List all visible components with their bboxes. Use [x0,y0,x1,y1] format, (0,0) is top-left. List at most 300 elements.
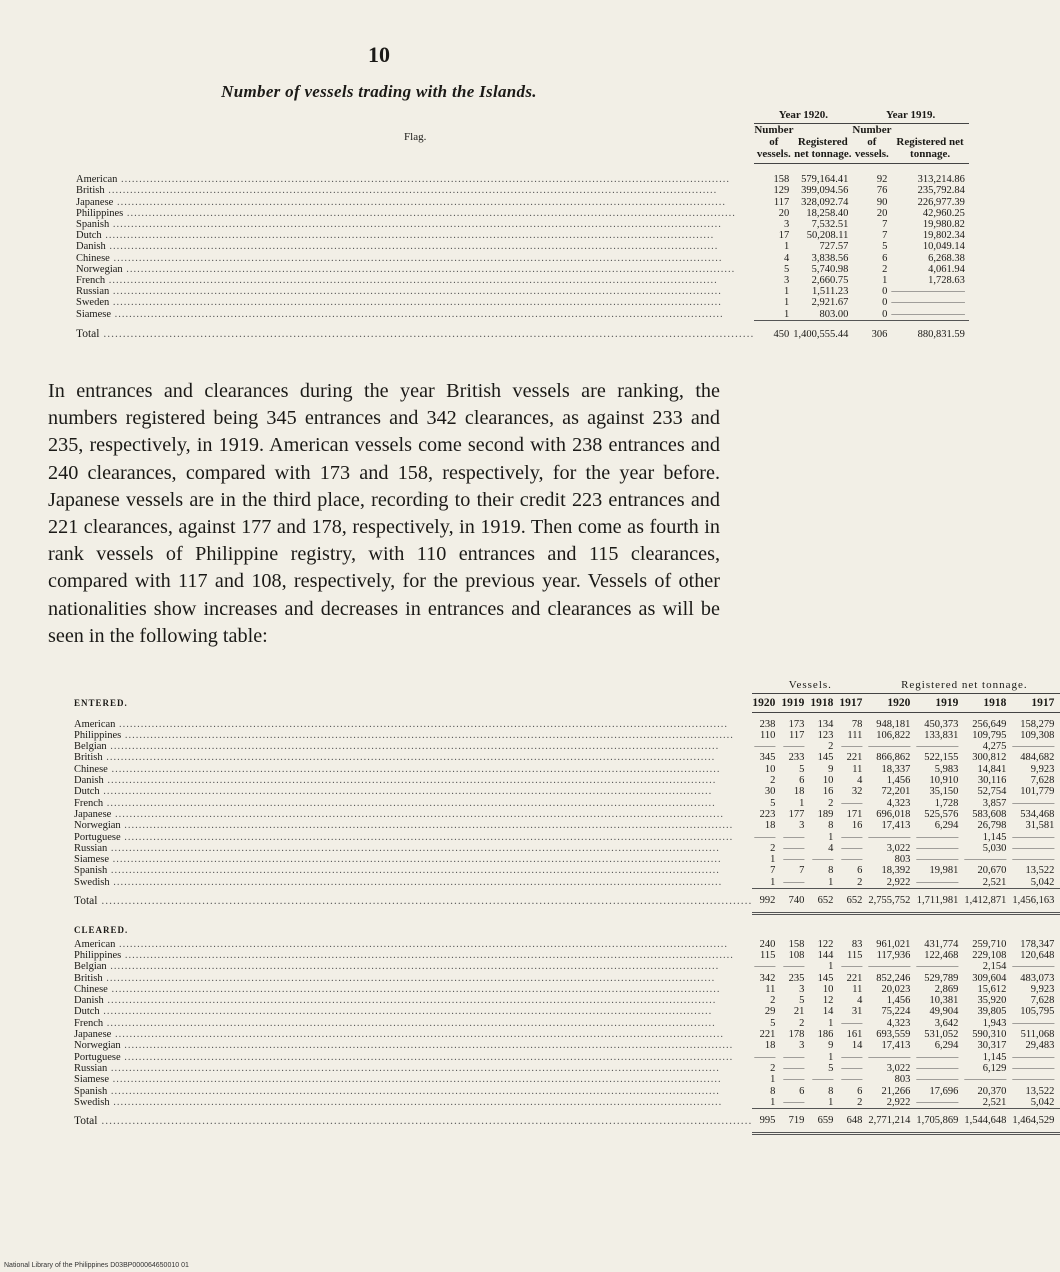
vessel-count: 10 [764,763,776,775]
table-row [76,275,969,286]
vessel-count: 32 [851,786,863,798]
tonnage-value: 5,030 [982,842,1007,854]
vessels-by-flag-table [76,110,969,340]
table-row [74,1052,1060,1063]
vessel-count: 1 [828,1017,834,1029]
vessel-count: 29 [764,1006,776,1018]
tonnage-value: 1,943 [982,1017,1007,1029]
vessel-count: —— [754,831,776,843]
col-header: Number of vessels. [754,124,793,164]
vessel-count: 4 [857,995,863,1007]
vessel-count: 1 [828,876,834,888]
tonnage-value: 21,266 [881,1085,911,1097]
flag-name [76,230,754,241]
tonnage-value: 1,145 [982,1051,1007,1063]
tonnage-value: 52,754 [977,786,1007,798]
tonnage-value: 39,805 [977,1006,1007,1018]
flag-label: Russian ..... [76,286,754,297]
vessel-count: 111 [847,729,863,741]
vessel-count: 1 [799,797,805,809]
tonnage-value: ———— [916,961,959,973]
vessel-count: —— [841,842,863,854]
vessel-count: 145 [817,972,834,984]
cell-value: 5 [784,263,790,275]
vessel-count: 2 [857,876,863,888]
tonnage-value: 1,728 [934,797,959,809]
tonnage-value: 4,323 [886,1017,911,1029]
flag-name [74,1074,752,1085]
vessel-count: 11 [852,983,863,995]
cell-value: 3,838.56 [811,252,849,264]
tonnage-value: 2,154 [982,961,1007,973]
cell-value: 76 [876,185,888,197]
cleared-label: CLEARED. [74,925,129,936]
vessel-count: —— [783,1062,805,1074]
vessel-count: 117 [788,729,805,741]
flag-label: Dutch ..... [76,230,754,241]
cell-value: 1,728.63 [928,275,965,287]
vessel-count: 221 [759,1029,776,1041]
flag-name [76,197,754,208]
tonnage-value: 109,308 [1020,729,1055,741]
tonnage-value: ———— [1012,1062,1055,1074]
total-tonnage: 1,456,163 [1012,889,1060,914]
tonnage-value: ———— [916,831,959,843]
flag-label: Spanish ..... [74,865,752,876]
vessel-count: 18 [764,1040,776,1052]
vessel-count: —— [783,842,805,854]
flag-header: Flag. [404,131,427,143]
footer-credit: National Library of the Philippines D03BP000064650010 01 [4,1262,189,1269]
vessel-count: —— [812,854,834,866]
flag-name [76,309,754,321]
tonnage-value: 9,923 [1030,763,1055,775]
tonnage-value: ———— [964,1074,1007,1086]
cell-value: 7,532.51 [811,219,849,231]
cell-value: 1 [784,286,790,298]
table-row [74,950,1060,961]
vessel-count: 238 [759,718,776,730]
table-row [74,939,1060,950]
table-row [74,1006,1060,1017]
table-row [74,854,1060,865]
vessel-count: 158 [788,938,805,950]
vessel-count: 8 [828,1085,834,1097]
tonnage-value: 511,068 [1020,1029,1055,1041]
cell-value: 4,061.94 [928,263,965,275]
tonnage-value: ———— [868,741,911,753]
tonnage-value: 2,521 [982,1096,1007,1108]
vessel-count: 4 [828,842,834,854]
tonnage-value: 3,022 [886,1062,911,1074]
vessel-count: —— [841,741,863,753]
cell-value: 3 [784,219,790,231]
tonnage-value: 961,021 [876,938,911,950]
vessel-count: —— [841,1017,863,1029]
vessel-count: 1 [770,1096,776,1108]
vessel-count: 2 [770,1062,776,1074]
table-row [76,208,969,219]
tonnage-value: 1,456 [886,995,911,1007]
flag-name [74,843,752,854]
flag-name [74,775,752,786]
flag-label: Swedish ..... [74,877,752,888]
tonnage-value: ———— [1012,741,1055,753]
cell-value: 3 [784,275,790,287]
cell-value: 1,511.23 [812,286,849,298]
flag-name [74,973,752,984]
flag-name [74,854,752,865]
cell-value: 129 [773,185,790,197]
vessel-count: 5 [770,797,776,809]
flag-name [74,1029,752,1040]
tonnage-value: ———— [1012,842,1055,854]
vessel-count: 186 [817,1029,834,1041]
total-vessels: 992 [752,889,781,914]
total-tonnage: 1,412,871 [964,889,1012,914]
flag-name [74,820,752,831]
tonnage-value: ———— [1012,961,1055,973]
table-row [74,1063,1060,1074]
vessel-count: 18 [793,786,805,798]
flag-name [76,264,754,275]
flag-name [74,809,752,820]
table-row [74,809,1060,820]
tonnage-value: 105,795 [1020,1006,1055,1018]
vessel-count: 2 [770,842,776,854]
vessel-count: 1 [770,854,776,866]
tonnage-value: 117,936 [876,949,911,961]
cell-value: 2,921.67 [811,297,849,309]
vessel-count: 2 [799,1017,805,1029]
vessel-count: 3 [799,820,805,832]
tonnage-value: 178,347 [1020,938,1055,950]
tonnage-value: 256,649 [972,718,1007,730]
tonnage-group-header: Registered net tonnage. [868,680,1060,694]
cell-value: 2,660.75 [811,275,849,287]
total-vessels: 652 [810,889,839,914]
table-row [76,185,969,196]
flag-label: French ..... [76,275,754,286]
tonnage-value: 2,521 [982,876,1007,888]
total-label-text: Total ..... [74,896,752,907]
flag-name [76,286,754,297]
flag-label: Siamese ..... [74,1074,752,1085]
vessel-count: 31 [851,1006,863,1018]
vessel-count: 177 [788,808,805,820]
tonnage-value: 10,910 [929,775,959,787]
cell-value: 727.57 [819,241,849,253]
total-tonnage: 1,544,648 [964,1109,1012,1134]
cell-value: 0 [882,297,888,309]
flag-name [74,832,752,843]
vessel-count: 9 [828,1040,834,1052]
vessel-count: 8 [828,820,834,832]
cell-value: 19,980.82 [922,219,965,231]
tonnage-value: 13,522 [1025,1085,1055,1097]
vessel-count: 122 [817,938,834,950]
cell-value: 579,164.41 [801,174,849,186]
vessel-count: —— [783,831,805,843]
vessel-count: 1 [770,876,776,888]
flag-label: Siamese ..... [76,309,754,320]
tonnage-value: 18,392 [881,865,911,877]
tonnage-value: 106,822 [876,729,911,741]
tonnage-value: 30,116 [977,775,1007,787]
total-value: 880,831.59 [891,320,969,340]
cell-value: 18,258.40 [806,207,849,219]
vessel-count: 10 [822,983,834,995]
total-label [74,889,752,914]
flag-name [74,1063,752,1074]
flag-label: Japanese ..... [74,809,752,820]
cell-value: 19,802.34 [922,230,965,242]
cell-value: 1 [882,275,888,287]
tonnage-value: 1,145 [982,831,1007,843]
tonnage-value: 15,612 [977,983,1007,995]
vessel-count: 30 [764,786,776,798]
vessel-count: 83 [851,938,863,950]
tonnage-value: 525,576 [924,808,959,820]
tonnage-value: 120,648 [1020,949,1055,961]
tonnage-value: 101,779 [1020,786,1055,798]
flag-name [74,877,752,889]
flag-name [76,174,754,185]
cell-value: 10,049.14 [922,241,965,253]
vessel-count: —— [841,1051,863,1063]
tonnage-value: 2,922 [886,876,911,888]
tonnage-value: 948,181 [876,718,911,730]
cell-value: 1 [784,297,790,309]
table-row [74,961,1060,972]
vessel-count: 9 [828,763,834,775]
cell-value: 0 [882,308,888,320]
table-row [76,174,969,185]
tonnage-value: ———— [916,876,959,888]
total-tonnage: 2,755,752 [868,889,916,914]
vessel-count: 11 [852,763,863,775]
flag-label: Dutch ..... [74,1006,752,1017]
cell-value: 1 [784,308,790,320]
flag-name [74,752,752,763]
cell-value: 7 [882,219,888,231]
table-row [76,297,969,308]
vessel-count: 18 [764,820,776,832]
table-row [74,764,1060,775]
vessel-count: 8 [828,865,834,877]
flag-name [74,1086,752,1097]
total-row [74,889,1060,914]
flag-label: Russian ..... [74,1063,752,1074]
vessel-count: 21 [793,1006,805,1018]
tonnage-value: ———— [916,1074,959,1086]
vessel-count: —— [841,1062,863,1074]
tonnage-value: 17,413 [881,820,911,832]
tonnage-value: 72,201 [881,786,911,798]
flag-label: British ..... [76,185,754,196]
flag-name [74,939,752,950]
flag-label: Chinese ..... [74,984,752,995]
flag-name [74,1052,752,1063]
tonnage-value: ———— [1012,1051,1055,1063]
vessel-count: 178 [788,1029,805,1041]
vessel-count: 223 [759,808,776,820]
flag-label: Norwegian ..... [76,264,754,275]
flag-name [74,961,752,972]
year-1920-header: Year 1920. [754,110,852,124]
vessel-count: 4 [857,775,863,787]
vessel-count: 5 [828,1062,834,1074]
flag-label: British ..... [74,752,752,763]
flag-name [76,241,754,252]
tonnage-value: 590,310 [972,1029,1007,1041]
cell-value: ——————— [891,308,965,320]
flag-label: American ..... [76,174,754,185]
tonnage-value: 18,337 [881,763,911,775]
vessel-count: —— [841,831,863,843]
vessel-count: 134 [817,718,834,730]
flag-name [76,219,754,230]
vessel-count: 6 [799,1085,805,1097]
flag-name [74,1018,752,1029]
tonnage-value: 35,920 [977,995,1007,1007]
vessel-count: 240 [759,938,776,950]
tonnage-value: 20,670 [977,865,1007,877]
flag-label: Philippines ..... [74,730,752,741]
flag-label: Spanish ..... [76,219,754,230]
tonnage-value: 803 [894,854,911,866]
table-row [74,798,1060,809]
flag-label: Sweden ..... [76,297,754,308]
year-header: 1920 [752,694,781,712]
vessel-count: 14 [851,1040,863,1052]
cell-value: 1 [784,241,790,253]
year-header: 1919 [781,694,810,712]
tonnage-value: 4,275 [982,741,1007,753]
table-row [74,820,1060,831]
col-header: Number of vessels. [852,124,891,164]
year-header: 1918 [964,694,1012,712]
tonnage-value: 14,841 [977,763,1007,775]
vessel-count: 12 [822,995,834,1007]
table-row [74,973,1060,984]
tonnage-value: 1,456 [886,775,911,787]
table-row [74,1040,1060,1051]
tonnage-value: ———— [916,1062,959,1074]
tonnage-value: 20,023 [881,983,911,995]
table-row [74,1018,1060,1029]
flag-label: Danish ..... [74,995,752,1006]
vessel-count: 173 [788,718,805,730]
cell-value: 313,214.86 [917,174,965,186]
vessel-count: 2 [857,1096,863,1108]
cell-value: 328,092.74 [801,196,849,208]
total-vessels: 995 [752,1109,781,1134]
year-header: 1918 [810,694,839,712]
vessel-count: —— [754,961,776,973]
tonnage-value: ———— [1012,1074,1055,1086]
year-1919-header: Year 1919. [852,110,968,124]
tonnage-value: 3,022 [886,842,911,854]
flag-label: Belgian ..... [74,961,752,972]
table-row [76,230,969,241]
flag-name [74,764,752,775]
vessel-count: 11 [765,983,776,995]
tonnage-value: 35,150 [929,786,959,798]
entered-label: ENTERED. [74,698,128,709]
flag-label: Swedish ..... [74,1097,752,1108]
vessel-count: —— [783,961,805,973]
tonnage-value: 866,862 [876,752,911,764]
vessel-count: 2 [828,741,834,753]
flag-label: Danish ..... [76,241,754,252]
flag-label: Norwegian ..... [74,820,752,831]
table-row [76,197,969,208]
tonnage-value: 49,904 [929,1006,959,1018]
flag-label: Danish ..... [74,775,752,786]
vessel-count: —— [841,961,863,973]
total-label [74,1109,752,1134]
total-label-text: Total ..... [76,329,754,340]
table-row [74,843,1060,854]
tonnage-value: 3,857 [982,797,1007,809]
tonnage-value: 852,246 [876,972,911,984]
table-row [74,786,1060,797]
table-row [74,1074,1060,1085]
total-label [76,320,754,340]
cell-value: 6 [882,252,888,264]
table-row [74,995,1060,1006]
tonnage-value: 529,789 [924,972,959,984]
cell-value: 50,208.11 [806,230,849,242]
vessel-count: 10 [822,775,834,787]
tonnage-value: 9,923 [1030,983,1055,995]
tonnage-value: 431,774 [924,938,959,950]
tonnage-value: 30,317 [977,1040,1007,1052]
vessel-count: 16 [851,820,863,832]
tonnage-value: 583,608 [972,808,1007,820]
vessel-count: 233 [788,752,805,764]
flag-label: French ..... [74,1018,752,1029]
total-value: 306 [852,320,891,340]
flag-label: Philippines ..... [76,208,754,219]
year-header: 1917 [1012,694,1060,712]
tonnage-value: 17,413 [881,1040,911,1052]
vessel-count: 2 [770,775,776,787]
vessel-count: 115 [846,949,863,961]
vessel-count: 221 [846,972,863,984]
vessel-count: 5 [770,1017,776,1029]
total-vessels: 652 [839,889,868,914]
cell-value: 158 [773,174,790,186]
total-tonnage: 1,711,981 [916,889,964,914]
cell-value: 399,094.56 [801,185,849,197]
vessel-count: —— [783,1074,805,1086]
vessel-count: 78 [851,718,863,730]
total-row [74,1109,1060,1134]
tonnage-value: 5,983 [934,763,959,775]
page-number: 10 [368,42,390,67]
cell-value: 92 [876,174,888,186]
flag-label: Japanese ..... [76,197,754,208]
tonnage-value: ———— [1012,1017,1055,1029]
vessel-count: —— [783,876,805,888]
vessel-count: —— [812,1074,834,1086]
vessel-count: 110 [759,729,776,741]
table-row [74,865,1060,876]
vessel-count: —— [841,1074,863,1086]
vessel-count: 6 [857,1085,863,1097]
